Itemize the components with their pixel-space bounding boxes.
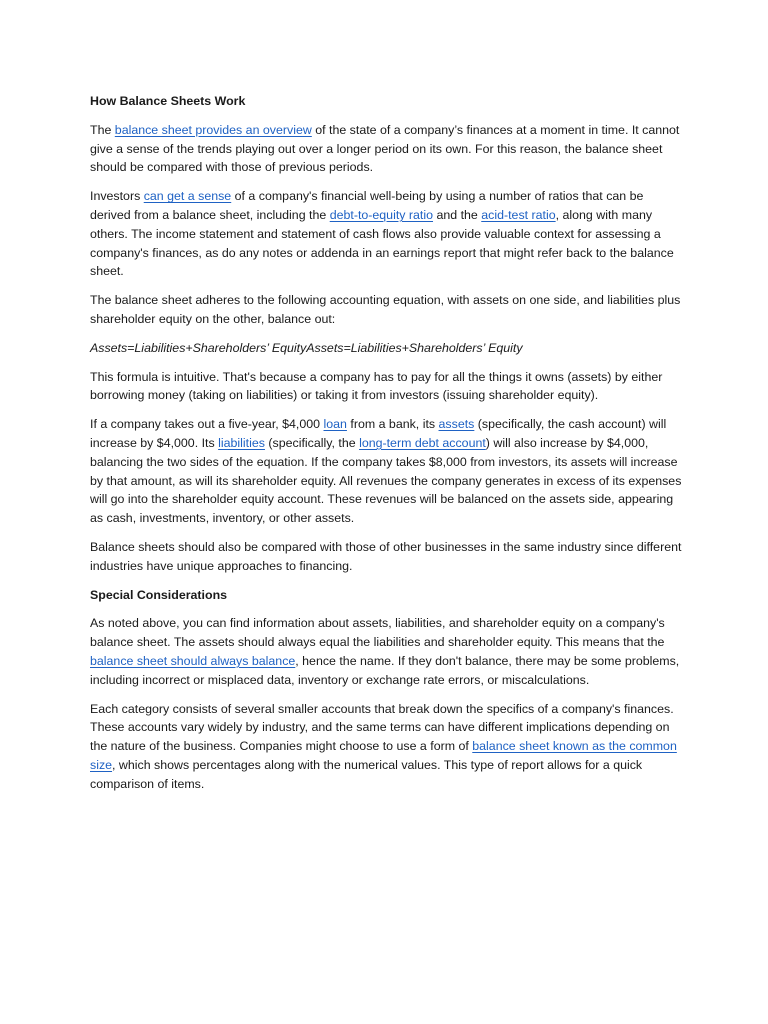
paragraph-text: (specifically, the cash account) will increase by $4,000. Its: [90, 417, 667, 450]
paragraph-compare-businesses: Balance sheets should also be compared with those of other businesses in the same industry since different industries have unique approaches to financing.: [90, 539, 682, 573]
paragraph-text: ) will also increase by $4,000, balancing the two sides of the equation. If the company takes $8,000 from investors, its assets will increase by that amount, as will its shareholder equity. All revenues the company generates in excess of its expenses will go into the shareholder equity account. These revenues will be balanced on the assets side, appearing as cash, investments, inventory, or other assets.: [90, 435, 682, 526]
paragraph-loan-example: [90, 415, 682, 528]
paragraph-text: (specifically, the: [264, 435, 360, 450]
paragraph-investors: [90, 187, 682, 281]
link-acid-test-ratio[interactable]: acid-test ratio: [481, 207, 556, 222]
link-long-term-debt-account[interactable]: long-term debt account: [359, 435, 486, 450]
paragraph-text: , which shows percentages along with the numerical values. This type of report allows for a quick comparison of items.: [90, 757, 643, 791]
link-can-get-a-sense[interactable]: can get a sense: [143, 189, 232, 204]
link-common-size-balance-sheet[interactable]: balance sheet known as the common size: [90, 739, 677, 772]
link-assets[interactable]: assets: [438, 417, 475, 432]
document-page: [90, 92, 682, 804]
paragraph-text: , hence the name. If they don't balance, there may be some problems, including incorrect or misplaced data, inventory or exchange rate errors, or miscalculations.: [90, 653, 680, 687]
paragraph-text: from a bank, its: [346, 417, 439, 432]
paragraph-text: As noted above, you can find information about assets, liabilities, and shareholder equity on a company's balance sheet. The assets should always equal the liabilities and shareholder equity. This means that the: [90, 616, 665, 650]
paragraph-formula-intuitive: This formula is intuitive. That's because a company has to pay for all the things it owns (assets) by either borrowing money (taking on liabilities) or taking it from investors (issuing shareholder equity).: [90, 369, 663, 403]
link-balance-sheet-should-always-balance[interactable]: balance sheet should always balance: [90, 653, 296, 668]
accounting-equation-formula: Assets=Liabilities+Shareholders’ EquityAssets=Liabilities+Shareholders’ Equity: [90, 340, 523, 355]
paragraph-text: , along with many others. The income statement and statement of cash flows also provide valuable context for assessing a company's finances, as do any notes or addenda in an earnings report that might refer back to the balance sheet.: [90, 207, 674, 279]
paragraph-text: If a company takes out a five-year, $4,000: [90, 417, 324, 432]
paragraph-accounting-equation-intro: The balance sheet adheres to the following accounting equation, with assets on one side, and liabilities plus shareholder equity on the other, balance out:: [90, 293, 681, 326]
link-balance-sheet-overview[interactable]: balance sheet provides an overview: [114, 122, 312, 137]
section-heading-how-balance-sheets-work: How Balance Sheets Work: [90, 94, 246, 108]
paragraph-noted-above: [90, 614, 682, 689]
paragraph-text: The: [90, 122, 115, 137]
paragraph-each-category: [90, 700, 682, 794]
link-liabilities[interactable]: liabilities: [218, 435, 265, 450]
link-debt-to-equity-ratio[interactable]: debt-to-equity ratio: [329, 207, 434, 222]
paragraph-text: Each category consists of several smaller accounts that break down the specifics of a company's finances. These accounts vary widely by industry, and the same terms can have different implications depending on the nature of the business. Companies might choose to use a form of: [90, 701, 674, 754]
paragraph-text: of a company's financial well-being by using a number of ratios that can be derived from a balance sheet, including the: [90, 189, 644, 222]
paragraph-text: Investors: [90, 189, 144, 204]
paragraph-text: and the: [433, 207, 482, 222]
section-heading-special-considerations: Special Considerations: [90, 587, 228, 602]
paragraph-overview: [90, 121, 682, 177]
paragraph-text: of the state of a company’s finances at a moment in time. It cannot give a sense of the trends playing out over a longer period on its own. For this reason, the balance sheet should be compared with those of previous periods.: [90, 122, 680, 175]
link-loan[interactable]: loan: [323, 417, 347, 432]
